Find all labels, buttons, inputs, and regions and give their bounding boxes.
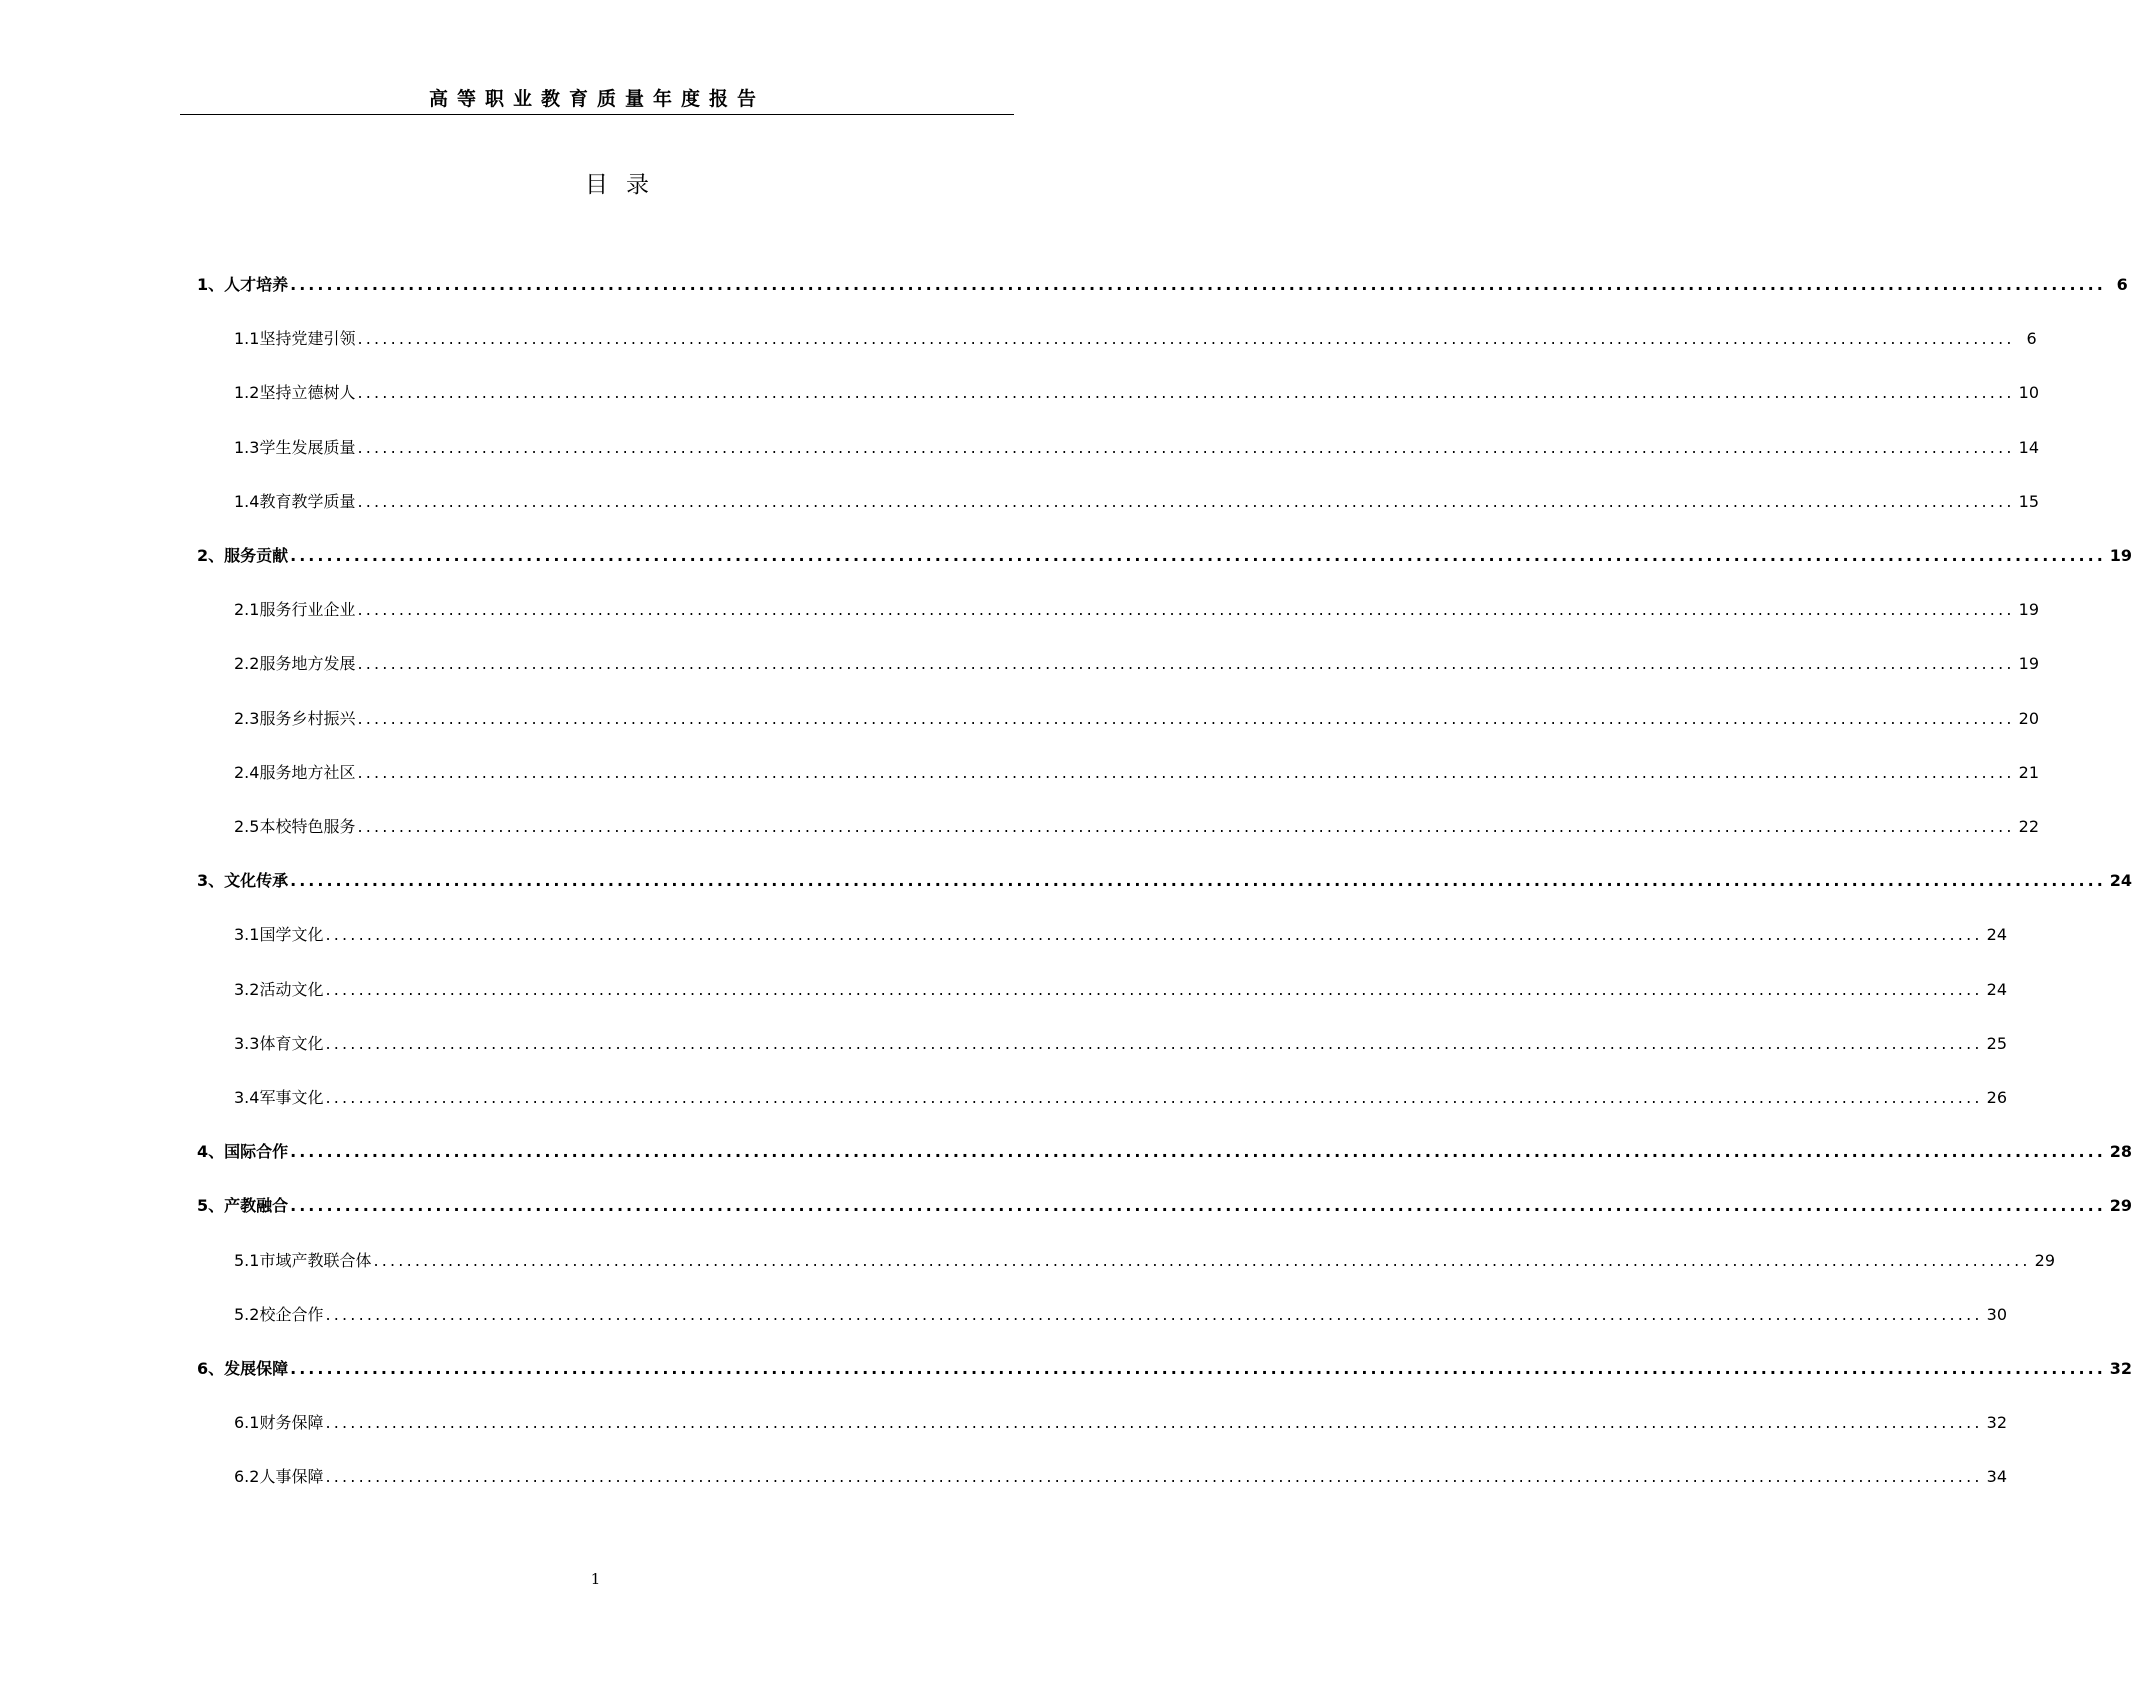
toc-entry[interactable] xyxy=(234,814,2039,840)
toc-dot-leader: ........................................................................................................................................................................................................ xyxy=(290,1359,2106,1378)
toc-entry[interactable] xyxy=(234,977,2007,1003)
toc-entry[interactable] xyxy=(234,435,2039,461)
toc-entry-label: 2.2服务地方发展 xyxy=(234,654,356,674)
toc-dot-leader: ........................................................................................................................................................................................................ xyxy=(290,546,2106,565)
toc-dot-leader: ........................................................................................................................................................................................................ xyxy=(357,491,2015,511)
toc-dot-leader: ........................................................................................................................................................................................................ xyxy=(325,925,1983,945)
toc-entry-page: 30 xyxy=(1986,1304,2007,1324)
toc-entry-page: 19 xyxy=(2018,654,2039,674)
toc-entry[interactable] xyxy=(234,326,2037,352)
toc-dot-leader: ........................................................................................................................................................................................................ xyxy=(357,654,2015,674)
toc-dot-leader: ........................................................................................................................................................................................................ xyxy=(357,600,2015,620)
toc-entry-label: 3.4军事文化 xyxy=(234,1088,324,1107)
toc-entry-label: 6.2人事保障 xyxy=(234,1467,324,1487)
toc-dot-leader: ........................................................................................................................................................................................................ xyxy=(357,329,2015,349)
toc-entry-page: 29 xyxy=(2034,1250,2055,1270)
toc-entry[interactable] xyxy=(197,868,2132,894)
toc-entry[interactable] xyxy=(234,1410,2007,1436)
toc-entry[interactable] xyxy=(234,597,2039,623)
toc-entry-label: 6、发展保障 xyxy=(197,1359,289,1378)
toc-dot-leader: ........................................................................................................................................................................................................ xyxy=(373,1250,2031,1270)
toc-dot-leader: ........................................................................................................................................................................................................ xyxy=(357,437,2015,457)
toc-entry[interactable] xyxy=(234,1248,2055,1274)
toc-dot-leader: ........................................................................................................................................................................................................ xyxy=(290,871,2106,891)
toc-entry[interactable] xyxy=(234,922,2007,948)
toc-entry-label: 3.3体育文化 xyxy=(234,1033,324,1053)
toc-entry-label: 1.4教育教学质量 xyxy=(234,491,356,511)
toc-entry-page: 6 xyxy=(2026,329,2037,349)
toc-entry-label: 2.4服务地方社区 xyxy=(234,762,356,782)
toc-dot-leader: ........................................................................................................................................................................................................ xyxy=(357,762,2015,782)
toc-entry[interactable] xyxy=(197,1356,2132,1382)
toc-dot-leader: ........................................................................................................................................................................................................ xyxy=(290,275,2106,294)
toc-dot-leader: ........................................................................................................................................................................................................ xyxy=(290,1196,2106,1216)
toc-entry-label: 2.5本校特色服务 xyxy=(234,817,356,836)
toc-entry-label: 1.1坚持党建引领 xyxy=(234,329,356,349)
toc-entry-page: 19 xyxy=(2018,600,2039,620)
toc-entry-label: 2.3服务乡村振兴 xyxy=(234,708,356,728)
toc-entry-page: 24 xyxy=(2109,871,2132,891)
toc-entry[interactable] xyxy=(234,489,2039,515)
toc-entry[interactable] xyxy=(197,1139,2132,1165)
toc-dot-leader: ........................................................................................................................................................................................................ xyxy=(357,383,2015,403)
toc-dot-leader: ........................................................................................................................................................................................................ xyxy=(290,1142,2106,1162)
toc-entry-label: 1.2坚持立德树人 xyxy=(234,383,356,403)
toc-entry[interactable] xyxy=(234,1085,2007,1111)
toc-dot-leader: ........................................................................................................................................................................................................ xyxy=(325,1033,1983,1053)
toc-entry-page: 32 xyxy=(1986,1413,2007,1433)
toc-entry-page: 10 xyxy=(2018,383,2039,403)
toc-entry-page: 21 xyxy=(2018,762,2039,782)
toc-entry-page: 24 xyxy=(1986,925,2007,945)
toc-dot-leader: ........................................................................................................................................................................................................ xyxy=(325,979,1983,999)
toc-entry-label: 3.2活动文化 xyxy=(234,979,324,999)
header-rule xyxy=(180,114,1014,115)
toc-entry-page: 24 xyxy=(1986,979,2007,999)
toc-entry-page: 22 xyxy=(2018,817,2039,836)
toc-entry-page: 26 xyxy=(1986,1088,2007,1107)
toc-entry-page: 29 xyxy=(2109,1196,2132,1216)
toc-entry-label: 2、服务贡献 xyxy=(197,546,289,565)
page-number: 1 xyxy=(590,1570,601,1588)
toc-dot-leader: ........................................................................................................................................................................................................ xyxy=(357,817,2015,836)
toc-entry-label: 4、国际合作 xyxy=(197,1142,289,1162)
toc-entry[interactable] xyxy=(234,380,2039,406)
toc-entry-page: 28 xyxy=(2109,1142,2132,1162)
toc-entry-page: 6 xyxy=(2116,275,2128,294)
toc-entry[interactable] xyxy=(234,760,2039,786)
toc-entry[interactable] xyxy=(197,543,2132,569)
toc-entry-page: 14 xyxy=(2018,437,2039,457)
toc-entry-label: 2.1服务行业企业 xyxy=(234,600,356,620)
toc-dot-leader: ........................................................................................................................................................................................................ xyxy=(357,708,2015,728)
toc-entry-label: 1.3学生发展质量 xyxy=(234,437,356,457)
toc-dot-leader: ........................................................................................................................................................................................................ xyxy=(325,1304,1983,1324)
toc-entry-page: 34 xyxy=(1986,1467,2007,1487)
toc-entry-page: 25 xyxy=(1986,1033,2007,1053)
toc-title: 目录 xyxy=(585,172,667,198)
toc-entry[interactable] xyxy=(234,651,2039,677)
toc-entry[interactable] xyxy=(234,1031,2007,1057)
toc-entry[interactable] xyxy=(197,272,2128,298)
toc-entry[interactable] xyxy=(197,1193,2132,1219)
running-header: 高等职业教育质量年度报告 xyxy=(428,88,765,110)
toc-entry-page: 32 xyxy=(2109,1359,2132,1378)
toc-dot-leader: ........................................................................................................................................................................................................ xyxy=(325,1413,1983,1433)
toc-entry[interactable] xyxy=(234,706,2039,732)
toc-entry-page: 15 xyxy=(2018,491,2039,511)
toc-entry-page: 20 xyxy=(2018,708,2039,728)
toc-entry[interactable] xyxy=(234,1464,2007,1490)
toc-entry-label: 6.1财务保障 xyxy=(234,1413,324,1433)
toc-dot-leader: ........................................................................................................................................................................................................ xyxy=(325,1467,1983,1487)
toc-entry-label: 3.1国学文化 xyxy=(234,925,324,945)
toc-entry[interactable] xyxy=(234,1302,2007,1328)
toc-entry-page: 19 xyxy=(2109,546,2132,565)
toc-entry-label: 1、人才培养 xyxy=(197,275,289,294)
toc-dot-leader: ........................................................................................................................................................................................................ xyxy=(325,1088,1983,1107)
toc-entry-label: 5.1市域产教联合体 xyxy=(234,1250,372,1270)
toc-entry-label: 5、产教融合 xyxy=(197,1196,289,1216)
toc-entry-label: 5.2校企合作 xyxy=(234,1304,324,1324)
toc-entry-label: 3、文化传承 xyxy=(197,871,289,891)
